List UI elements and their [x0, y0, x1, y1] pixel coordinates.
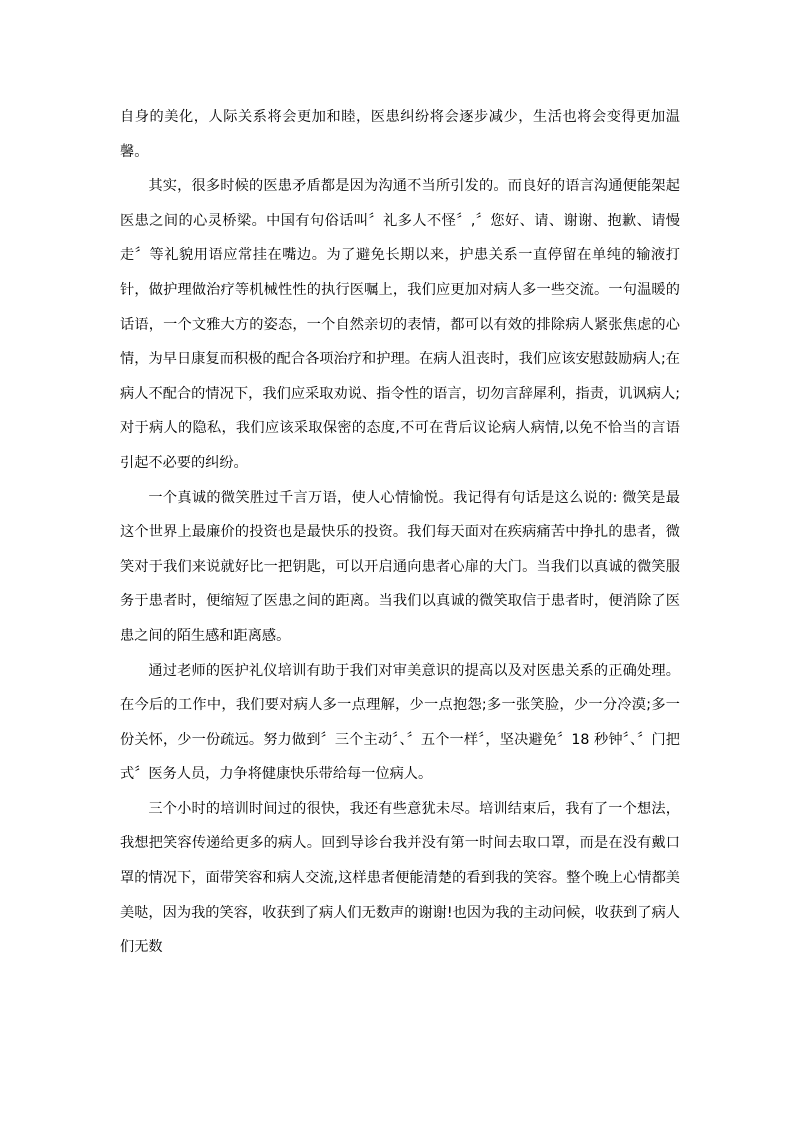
document-body — [120, 100, 680, 965]
paragraph-1: 自身的美化，人际关系将会更加和睦，医患纠纷将会逐步减少，生活也将会变得更加温馨。 — [120, 109, 680, 160]
paragraph-2: 其实，很多时候的医患矛盾都是因为沟通不当所引发的。而良好的语言沟通便能架起医患之间的心灵桥梁。中国有句俗话叫〞礼多人不怪〞,〞您好、请、谢谢、抱歉、请慢走〞等礼貌用语应常挂在嘴边。为了避免长期以来，护患关系一直停留在单纯的输液打针，做护理做治疗等机械性性的执行医嘱上，我们应更加对病人多一些交流。一句温暖的话语，一个文雅大方的姿态，一个自然亲切的表情，都可以有效的排除病人紧张焦虑的心情，为早日康复而积极的配合各项治疗和护理。在病人沮丧时，我们应该安慰鼓励病人;在病人不配合的情况下，我们应采取劝说、指令性的语言，切勿言辞犀利，指责，讥讽病人;对于病人的隐私，我们应该采取保密的态度,不可在背后议论病人病情,以免不恰当的言语引起不必要的纠纷。 — [120, 178, 680, 471]
paragraph-3: 一个真诚的微笑胜过千言万语，使人心情愉悦。我记得有句话是这么说的: 微笑是最这个世界上最廉价的投资也是最快乐的投资。我们每天面对在疾病痛苦中挣扎的患者，微笑对于我们来说就好比一把钥匙，可以开启通向患者心扉的大门。当我们以真诚的微笑服务于患者时，便缩短了医患之间的距离。当我们以真诚的微笑取信于患者时，便消除了医患之间的陌生感和距离感。 — [120, 489, 680, 644]
paragraph-5: 三个小时的培训时间过的很快，我还有些意犹未尽。培训结束后，我有了一个想法，我想把笑容传递给更多的病人。回到导诊台我并没有第一时间去取口罩，而是在没有戴口罩的情况下，面带笑容和病人交流,这样患者便能清楚的看到我的笑容。整个晚上心情都美美哒，因为我的笑容，收获到了病人们无数声的谢谢!也因为我的主动问候，收获到了病人们无数 — [120, 800, 680, 956]
paragraph-4: 通过老师的医护礼仪培训有助于我们对审美意识的提高以及对医患关系的正确处理。在今后的工作中，我们要对病人多一点理解，少一点抱怨;多一张笑脸，少一分冷漠;多一份关怀，少一份疏远。努力做到〞三个主动〞、〞五个一样〞，坚决避免〞18 秒钟〞、〞门把式〞医务人员，力争将健康快乐带给每一位病人。 — [120, 662, 680, 783]
